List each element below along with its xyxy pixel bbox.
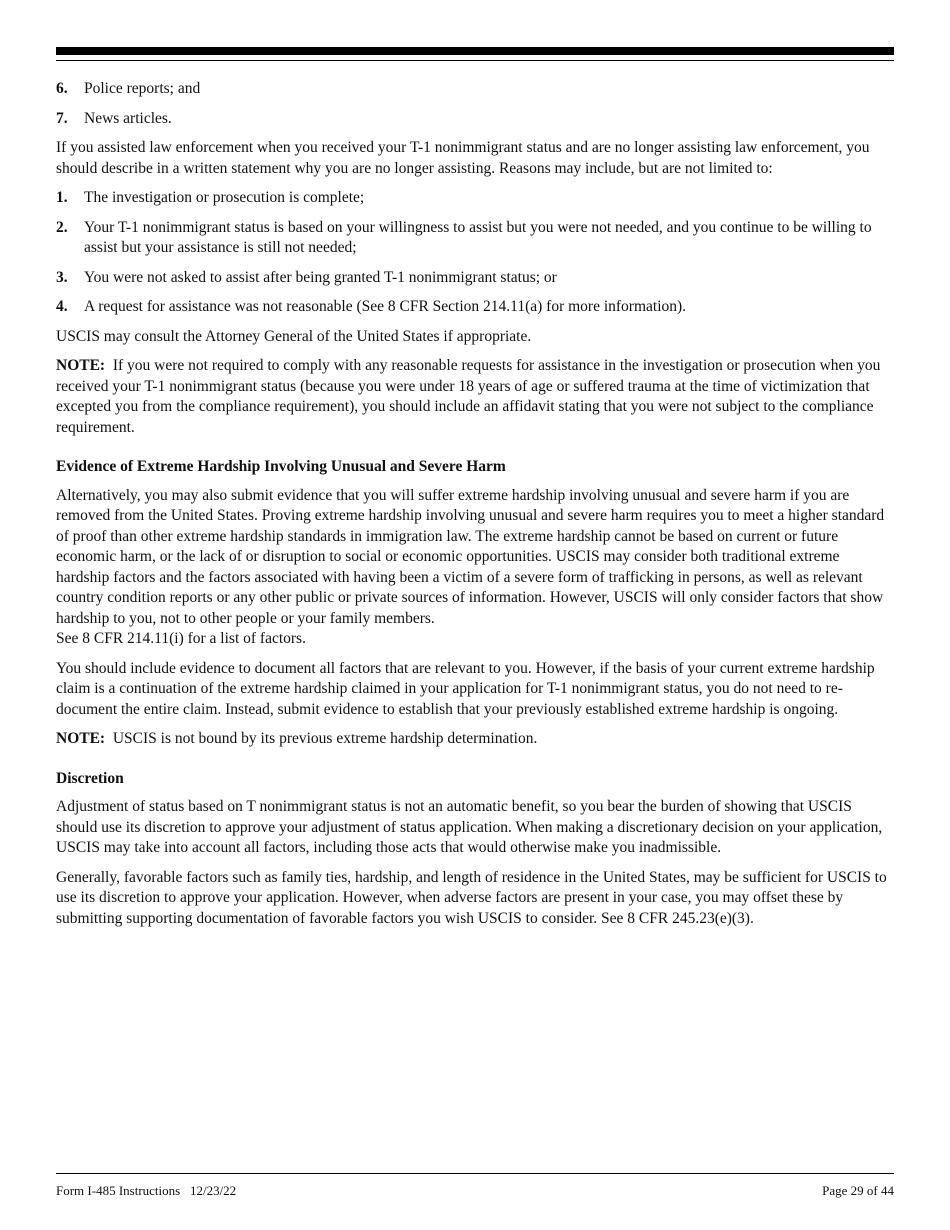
list-item — [56, 109, 894, 130]
note-hardship — [56, 729, 894, 750]
list-item — [56, 79, 894, 100]
list-text: Police reports; and — [84, 80, 201, 97]
footer-page-number: Page 29 of 44 — [822, 1183, 894, 1198]
paragraph-discretion-2: Generally, favorable factors such as family ties, hardship, and length of residence in the United States, may be sufficient for USCIS to use its discretion to approve your application. However, when adverse factors are present in your case, you may offset these by submitting supporting documentation of favorable factors you wish USCIS to consider. See 8 CFR 245.23(e)(3). — [56, 868, 887, 927]
header-rule-thick — [56, 47, 894, 55]
heading-discretion: Discretion — [56, 769, 124, 787]
list-number: 4. — [56, 298, 68, 315]
note-label: NOTE: — [56, 730, 106, 747]
note-assistance — [56, 356, 894, 438]
header-rule-thin — [56, 60, 894, 61]
note-label: NOTE: — [56, 357, 106, 374]
paragraph-hardship-2: You should include evidence to document all factors that are relevant to you. However, if the basis of your current extreme hardship claim is a continuation of the extreme hardship claimed in your application for T-1 nonimmigrant status, you do not need to re-document the entire claim. Instead, submit evidence to establish that your previously established extreme hardship is ongoing. — [56, 659, 875, 718]
list-item — [56, 268, 894, 289]
paragraph-discretion-1: Adjustment of status based on T nonimmigrant status is not an automatic benefit, so you bear the burden of showing that USCIS should use its discretion to approve your adjustment of status application. When making a discretionary decision on your application, USCIS may take into account all factors, including those acts that would otherwise make you inadmissible. — [56, 798, 883, 856]
list-number: 3. — [56, 268, 68, 286]
list-text: A request for assistance was not reasonable (See 8 CFR Section 214.11(a) for more information). — [84, 298, 687, 315]
list-number: 2. — [56, 218, 68, 236]
list-number: 7. — [56, 109, 68, 127]
paragraph-consult: USCIS may consult the Attorney General of the United States if appropriate. — [56, 327, 532, 345]
list-text: The investigation or prosecution is complete; — [84, 189, 365, 206]
list-text: You were not asked to assist after being granted T-1 nonimmigrant status; or — [84, 268, 557, 286]
list-item — [56, 218, 894, 259]
paragraph-assist: If you assisted law enforcement when you received your T-1 nonimmigrant status and are no longer assisting law enforcement, you should describe in a written statement why you are no longer assisting. Reasons may include, but are not limited to: — [56, 139, 870, 177]
note-text: USCIS is not bound by its previous extreme hardship determination. — [112, 730, 538, 747]
document-body — [56, 79, 894, 938]
list-item — [56, 188, 894, 209]
hardship-text: Alternatively, you may also submit evidence that you will suffer extreme hardship involving unusual and severe harm if you are removed from the United States. Proving extreme hardship involving unusual and severe harm requires you to meet a higher standard of proof than other extreme hardship standards in immigration law. The extreme hardship cannot be based on current or future economic harm, or the lack of or disruption to social or economic opportunities. USCIS may consider both traditional extreme hardship factors and the factors associated with having been a victim of a severe form of trafficking in persons, as well as relevant country condition reports or any other public or private sources of information. However, USCIS will only consider factors that show hardship to you, not to other people or your family members. — [56, 486, 885, 627]
list-item — [56, 297, 894, 318]
note-text: If you were not required to comply with any reasonable requests for assistance in the investigation or prosecution when you received your T-1 nonimmigrant status (because you were under 18 years of age or suffered trauma at the time of victimization that excepted you from the compliance requirement), you should include an affidavit stating that you were not subject to the compliance requirement. — [56, 357, 881, 436]
footer-rule — [56, 1173, 894, 1174]
list-number: 6. — [56, 80, 68, 97]
hardship-reference: See 8 CFR 214.11(i) for a list of factors. — [56, 630, 306, 647]
list-number: 1. — [56, 189, 68, 206]
footer-form-id: Form I-485 Instructions 12/23/22 — [56, 1183, 237, 1198]
list-text: Your T-1 nonimmigrant status is based on your willingness to assist but you were not needed, and you continue to be willing to assist but your assistance is still not needed; — [84, 218, 872, 256]
list-text: News articles. — [84, 109, 172, 127]
paragraph-hardship-1 — [56, 486, 894, 650]
heading-extreme-hardship: Evidence of Extreme Hardship Involving Unusual and Severe Harm — [56, 458, 506, 475]
